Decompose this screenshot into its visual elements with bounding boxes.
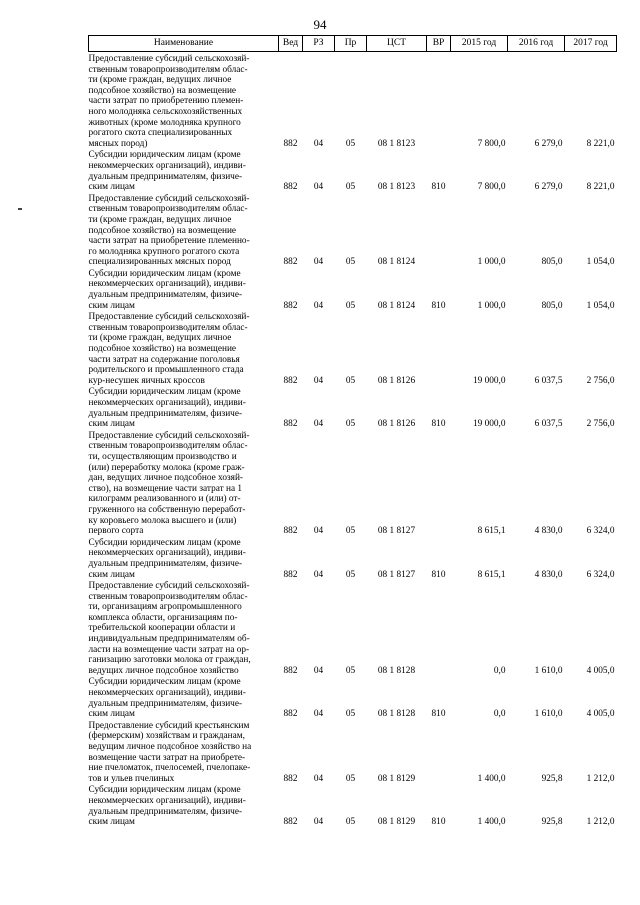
row-name-line: дуальным предпринимателям, физиче- (88, 408, 243, 419)
table-row (89, 387, 617, 430)
table-row (89, 581, 617, 677)
row-name-line: Предоставление субсидий сельскохозяй- (88, 312, 250, 323)
amount-2017-cell: 1 054,0 (586, 257, 615, 268)
table-row (89, 269, 617, 312)
amount-2015-cell: 0,0 (493, 665, 506, 676)
amount-2015-cell: 1 000,0 (477, 257, 506, 268)
row-name-line: ганизацию заготовки молока от граждан, (88, 655, 251, 666)
vr-cell (427, 431, 451, 538)
row-name-line: ским лицам (88, 300, 135, 311)
row-name-cell (89, 581, 279, 677)
vr-cell (427, 312, 451, 387)
amount-2016-cell: 805,0 (541, 300, 563, 311)
vr-cell: 810 (431, 300, 446, 311)
header-2017: 2017 год (565, 36, 617, 52)
vr-cell: 810 (431, 709, 446, 720)
amount-2017-cell: 1 054,0 (586, 300, 615, 311)
row-name-line: некоммерческих организаций), индиви- (88, 688, 246, 699)
ved-cell: 882 (283, 138, 298, 149)
ved-cell: 882 (283, 709, 298, 720)
amount-2016-cell: 4 830,0 (534, 526, 563, 537)
row-name-cell (89, 785, 279, 828)
amount-2015-cell: 1 400,0 (477, 817, 506, 828)
row-name-line: ти, организациям агропромышленного (88, 602, 242, 613)
amount-2017-cell: 1 212,0 (586, 773, 615, 784)
row-name-line: требительской кооперации области и (88, 623, 236, 634)
row-name-line: дуальным предпринимателям, физиче- (88, 558, 243, 569)
ved-cell: 882 (283, 375, 298, 386)
row-name-line: дуальным предпринимателям, физиче- (88, 698, 243, 709)
amount-2016-cell: 6 037,5 (534, 419, 563, 430)
header-row (89, 36, 617, 52)
header-rz: РЗ (303, 36, 335, 52)
page-number: 94 (313, 17, 327, 32)
row-name-line: комплекса области, организациям по- (88, 612, 238, 623)
table-row (89, 785, 617, 828)
row-name-line: (или) переработку молока (кроме граж- (88, 462, 245, 473)
row-name-line: ственным товаропроизводителям облас- (88, 591, 248, 602)
cst-cell: 08 1 8128 (377, 709, 416, 720)
rz-cell: 04 (313, 817, 324, 828)
row-name-line: ственным товаропроизводителям облас- (88, 64, 248, 75)
amount-2017-cell: 4 005,0 (586, 665, 615, 676)
vr-cell: 810 (431, 569, 446, 580)
amount-2015-cell: 1 400,0 (477, 773, 506, 784)
amount-2017-cell: 6 324,0 (586, 526, 615, 537)
row-name-line: мясных пород) (88, 138, 148, 149)
amount-2015-cell: 19 000,0 (472, 419, 506, 430)
ved-cell: 882 (283, 665, 298, 676)
cst-cell: 08 1 8127 (377, 526, 416, 537)
amount-2015-cell: 1 000,0 (477, 300, 506, 311)
row-name-line: ведущих личное подсобное хозяйство (88, 665, 239, 676)
cst-cell: 08 1 8128 (377, 665, 416, 676)
amount-2017-cell: 2 756,0 (586, 375, 615, 386)
amount-2017-cell: 6 324,0 (586, 569, 615, 580)
row-name-line: ским лицам (88, 419, 135, 430)
header-pr: Пр (335, 36, 367, 52)
pr-cell: 05 (345, 375, 356, 386)
rz-cell: 04 (313, 665, 324, 676)
amount-2016-cell: 6 279,0 (534, 182, 563, 193)
pr-cell: 05 (345, 182, 356, 193)
amount-2016-cell: 4 830,0 (534, 569, 563, 580)
row-name-line: ственным товаропроизводителям облас- (88, 322, 248, 333)
amount-2016-cell: 805,0 (541, 257, 563, 268)
pr-cell: 05 (345, 569, 356, 580)
cst-cell: 08 1 8123 (377, 182, 416, 193)
row-name-line: первого сорта (88, 526, 144, 537)
pr-cell: 05 (345, 709, 356, 720)
cst-cell: 08 1 8124 (377, 257, 416, 268)
row-name-line: килограмм реализованного и (или) от- (88, 494, 241, 505)
pr-cell: 05 (345, 526, 356, 537)
amount-2015-cell: 7 800,0 (477, 138, 506, 149)
rz-cell: 04 (313, 182, 324, 193)
rz-cell: 04 (313, 375, 324, 386)
pr-cell: 05 (345, 300, 356, 311)
row-name-line: Предоставление субсидий сельскохозяй- (88, 54, 250, 64)
row-name-line: (фермерским) хозяйствам и гражданам, (88, 731, 245, 742)
row-name-line: подсобное хозяйство) на возмещение (88, 85, 237, 96)
row-name-line: ти (кроме граждан, ведущих личное (88, 214, 232, 225)
row-name-line: животных (кроме молодняка крупного (88, 117, 241, 128)
header-ved: Вед (279, 36, 303, 52)
vr-cell: 810 (431, 817, 446, 828)
row-name-line: ственным товаропроизводителям облас- (88, 441, 248, 452)
row-name-line: ние пчеломаток, пчелосемей, пчелопаке- (88, 763, 251, 774)
amount-2016-cell: 1 610,0 (534, 709, 563, 720)
row-name-line: возмещение части затрат на приобрете- (88, 752, 246, 763)
row-name-line: ским лицам (88, 182, 135, 193)
vr-cell (427, 721, 451, 786)
table-row (89, 677, 617, 720)
row-name-line: груженного на собственную переработ- (88, 504, 246, 515)
ved-cell: 882 (283, 817, 298, 828)
row-name-line: рогатого скота специализированных (88, 128, 233, 139)
row-name-cell (89, 387, 279, 430)
amount-2016-cell: 6 279,0 (534, 138, 563, 149)
ved-cell: 882 (283, 526, 298, 537)
amount-2016-cell: 6 037,5 (534, 375, 563, 386)
row-name-line: некоммерческих организаций), индиви- (88, 548, 246, 559)
budget-table (88, 35, 617, 829)
header-2015: 2015 год (451, 36, 508, 52)
rz-cell: 04 (313, 526, 324, 537)
amount-2016-cell: 1 610,0 (534, 665, 563, 676)
cst-cell: 08 1 8129 (377, 817, 416, 828)
table-body (89, 52, 617, 829)
scan-mark (18, 208, 22, 210)
row-name-line: индивидуальным предпринимателям об- (88, 634, 250, 645)
ved-cell: 882 (283, 182, 298, 193)
row-name-line: ного молодняка сельскохозяйственных (88, 106, 243, 117)
rz-cell: 04 (313, 419, 324, 430)
header-cst: ЦСТ (367, 36, 427, 52)
amount-2017-cell: 2 756,0 (586, 419, 615, 430)
row-name-line: ственным товаропроизводителям облас- (88, 204, 248, 215)
amount-2015-cell: 7 800,0 (477, 182, 506, 193)
pr-cell: 05 (345, 665, 356, 676)
cst-cell: 08 1 8124 (377, 300, 416, 311)
row-name-line: Предоставление субсидий сельскохозяй- (88, 581, 250, 592)
pr-cell: 05 (345, 138, 356, 149)
cst-cell: 08 1 8126 (377, 375, 416, 386)
header-name: Наименование (89, 36, 279, 52)
row-name-line: ти (кроме граждан, ведущих личное (88, 75, 232, 86)
row-name-cell (89, 677, 279, 720)
row-name-line: Предоставление субсидий сельскохозяй- (88, 193, 250, 204)
vr-cell (427, 194, 451, 269)
row-name-line: ти (кроме граждан, ведущих личное (88, 333, 232, 344)
row-name-line: Предоставление субсидий крестьянским (88, 720, 250, 731)
row-name-line: Субсидии юридическим лицам (кроме (88, 537, 241, 548)
row-name-line: части затрат на содержание поголовья (88, 354, 240, 365)
amount-2015-cell: 0,0 (493, 709, 506, 720)
row-name-cell (89, 52, 279, 151)
table-row (89, 150, 617, 193)
row-name-line: ским лицам (88, 709, 135, 720)
row-name-line: Субсидии юридическим лицам (кроме (88, 268, 241, 279)
ved-cell: 882 (283, 419, 298, 430)
row-name-line: дуальным предпринимателям, физиче- (88, 806, 243, 817)
row-name-cell (89, 538, 279, 581)
row-name-cell (89, 721, 279, 786)
rz-cell: 04 (313, 709, 324, 720)
row-name-cell (89, 269, 279, 312)
amount-2016-cell: 925,8 (541, 817, 563, 828)
pr-cell: 05 (345, 817, 356, 828)
table-row (89, 431, 617, 538)
pr-cell: 05 (345, 773, 356, 784)
row-name-line: го молодняка крупного рогатого скота (88, 246, 240, 257)
row-name-cell (89, 312, 279, 387)
row-name-line: дуальным предпринимателям, физиче- (88, 290, 243, 301)
rz-cell: 04 (313, 773, 324, 784)
row-name-line: части затрат по приобретению племен- (88, 96, 244, 107)
row-name-line: ласти на возмещение части затрат на ор- (88, 644, 250, 655)
vr-cell (427, 581, 451, 677)
amount-2017-cell: 4 005,0 (586, 709, 615, 720)
row-name-line: кур-несушек яичных кроссов (88, 375, 205, 386)
row-name-line: подсобное хозяйство) на возмещение (88, 344, 237, 355)
row-name-line: части затрат на приобретение племенно- (88, 236, 250, 247)
table-row (89, 538, 617, 581)
row-name-line: ским лицам (88, 569, 135, 580)
row-name-line: тов и ульев пчелиных (88, 773, 175, 784)
header-vr: ВР (427, 36, 451, 52)
amount-2015-cell: 19 000,0 (472, 375, 506, 386)
vr-cell: 810 (431, 182, 446, 193)
rz-cell: 04 (313, 257, 324, 268)
row-name-line: родительского и промышленного стада (88, 365, 244, 376)
row-name-line: некоммерческих организаций), индиви- (88, 160, 246, 171)
rz-cell: 04 (313, 300, 324, 311)
row-name-line: некоммерческих организаций), индиви- (88, 398, 246, 408)
row-name-line: Предоставление субсидий сельскохозяй- (88, 430, 250, 441)
amount-2016-cell: 925,8 (541, 773, 563, 784)
amount-2017-cell: 1 212,0 (586, 817, 615, 828)
ved-cell: 882 (283, 569, 298, 580)
pr-cell: 05 (345, 257, 356, 268)
row-name-line: некоммерческих организаций), индиви- (88, 795, 246, 806)
pr-cell: 05 (345, 419, 356, 430)
row-name-line: ство), на возмещение части затрат на 1 (88, 483, 243, 494)
rz-cell: 04 (313, 569, 324, 580)
row-name-line: ти, осуществляющим производство и (88, 451, 237, 462)
row-name-line: Субсидии юридическим лицам (кроме (88, 677, 241, 688)
row-name-line: некоммерческих организаций), индиви- (88, 279, 246, 290)
ved-cell: 882 (283, 773, 298, 784)
row-name-line: дуальным предпринимателям, физиче- (88, 171, 243, 182)
cst-cell: 08 1 8129 (377, 773, 416, 784)
row-name-cell (89, 150, 279, 193)
table-row (89, 312, 617, 387)
cst-cell: 08 1 8127 (377, 569, 416, 580)
header-2016: 2016 год (508, 36, 565, 52)
amount-2015-cell: 8 615,1 (477, 569, 506, 580)
amount-2017-cell: 8 221,0 (586, 182, 615, 193)
row-name-line: Субсидии юридическим лицам (кроме (88, 387, 241, 398)
ved-cell: 882 (283, 300, 298, 311)
rz-cell: 04 (313, 138, 324, 149)
table-row (89, 52, 617, 151)
amount-2015-cell: 8 615,1 (477, 526, 506, 537)
row-name-line: дан, ведущих личное подсобное хозяй- (88, 473, 244, 484)
row-name-line: ку коровьего молока высшего и (или) (88, 515, 237, 526)
row-name-line: ским лицам (88, 817, 135, 828)
vr-cell (427, 52, 451, 151)
vr-cell: 810 (431, 419, 446, 430)
table-row (89, 721, 617, 786)
row-name-cell (89, 194, 279, 269)
row-name-cell (89, 431, 279, 538)
row-name-line: ведущим личное подсобное хозяйство на (88, 742, 252, 752)
cst-cell: 08 1 8126 (377, 419, 416, 430)
row-name-line: специализированных мясных пород (88, 257, 231, 268)
table-row (89, 194, 617, 269)
ved-cell: 882 (283, 257, 298, 268)
row-name-line: Субсидии юридическим лицам (кроме (88, 785, 241, 796)
row-name-line: подсобное хозяйство) на возмещение (88, 225, 237, 236)
cst-cell: 08 1 8123 (377, 138, 416, 149)
amount-2017-cell: 8 221,0 (586, 138, 615, 149)
row-name-line: Субсидии юридическим лицам (кроме (88, 150, 241, 161)
